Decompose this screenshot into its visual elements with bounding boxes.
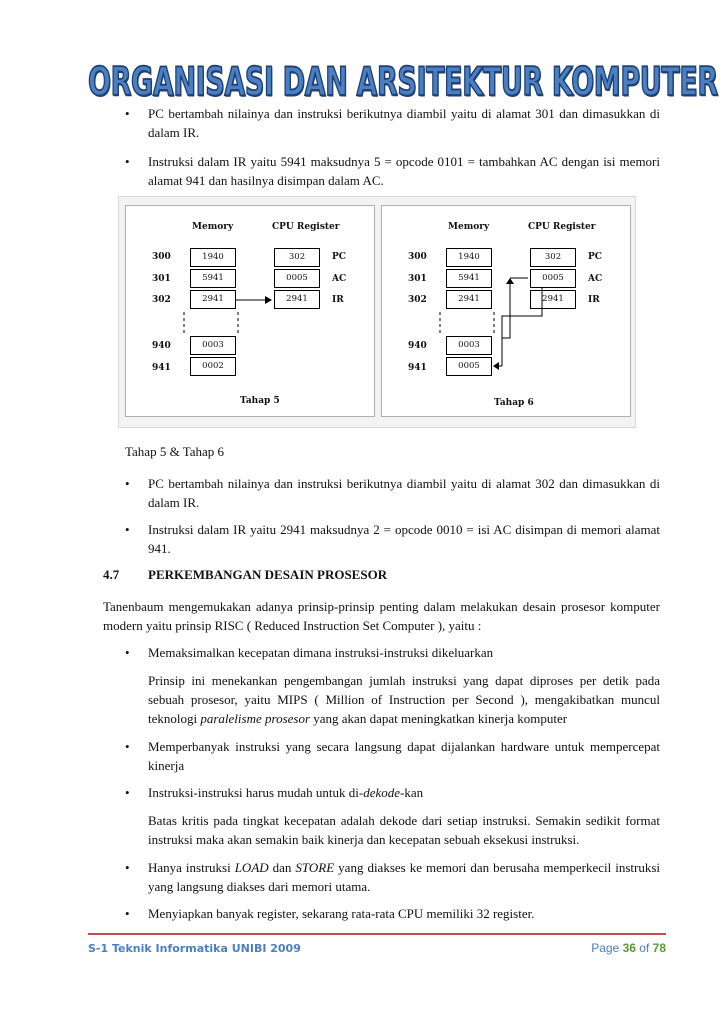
address: 301 bbox=[152, 274, 171, 284]
register-cell: 302 bbox=[274, 248, 320, 267]
bullet-dot: • bbox=[125, 860, 130, 875]
memory-cell: 2941 bbox=[446, 290, 492, 309]
principle-3: Instruksi-instruksi harus mudah untuk di-dekode-kan bbox=[148, 785, 424, 800]
figure-caption: Tahap 5 & Tahap 6 bbox=[125, 444, 225, 459]
caption-tahap-6: Tahap 6 bbox=[494, 398, 534, 408]
memory-cell: 1940 bbox=[446, 248, 492, 267]
memory-label: Memory bbox=[192, 222, 234, 232]
panel-tahap-6 bbox=[381, 205, 631, 417]
memory-cell: 0003 bbox=[446, 336, 492, 355]
principle-1-desc: Prinsip ini menekankan pengembangan jumlah instruksi yang dapat diproses per detik pada sebuah prosesor, yaitu MIPS ( Million of Instruction per Second ), mengakibatkan muncul teknologi paralelisme prosesor yang akan dapat meningkatkan kinerja komputer bbox=[148, 673, 660, 726]
bullet-top-1: PC bertambah nilainya dan instruksi berikutnya diambil yaitu di alamat 301 dan dimasukkan di dalam IR. bbox=[148, 106, 660, 140]
memory-cell: 2941 bbox=[190, 290, 236, 309]
memory-cell: 5941 bbox=[190, 269, 236, 288]
bullet-mid-1: PC bertambah nilainya dan instruksi berikutnya diambil yaitu di alamat 302 dan dimasukkan di dalam IR. bbox=[148, 476, 660, 510]
cpu-register-label: CPU Register bbox=[272, 222, 340, 232]
bullet-dot: • bbox=[125, 739, 130, 754]
page-header bbox=[88, 58, 718, 106]
figure-tahap-5-6 bbox=[118, 196, 636, 428]
address: 941 bbox=[152, 363, 171, 373]
address: 300 bbox=[152, 252, 171, 262]
register-cell: 302 bbox=[530, 248, 576, 267]
intro-paragraph: Tanenbaum mengemukakan adanya prinsip-prinsip penting dalam melakukan desain prosesor komputer modern yaitu prinsip RISC ( Reduced Instruction Set Computer ), yaitu : bbox=[103, 599, 660, 633]
page-number: Page 36 of 78 bbox=[591, 941, 666, 955]
bullet-dot: • bbox=[125, 785, 130, 800]
principle-1: Memaksimalkan kecepatan dimana instruksi-instruksi dikeluarkan bbox=[148, 645, 494, 660]
memory-label: Memory bbox=[448, 222, 490, 232]
arrow-lines bbox=[126, 206, 374, 416]
header-title: ORGANISASI DAN ARSITEKTUR KOMPUTER bbox=[88, 58, 718, 105]
address: 940 bbox=[152, 341, 171, 351]
register-name: AC bbox=[332, 274, 347, 284]
address: 301 bbox=[408, 274, 427, 284]
footer-divider bbox=[88, 933, 666, 935]
arrow-lines bbox=[382, 206, 630, 416]
address: 941 bbox=[408, 363, 427, 373]
memory-cell: 0003 bbox=[190, 336, 236, 355]
bullet-dot: • bbox=[125, 906, 130, 921]
register-cell: 2941 bbox=[274, 290, 320, 309]
caption-tahap-5: Tahap 5 bbox=[240, 396, 280, 406]
memory-cell: 0002 bbox=[190, 357, 236, 376]
bullet-dot: • bbox=[125, 154, 130, 169]
bullet-dot: • bbox=[125, 645, 130, 660]
address: 940 bbox=[408, 341, 427, 351]
bullet-dot: • bbox=[125, 106, 130, 121]
bullet-mid-2: Instruksi dalam IR yaitu 2941 maksudnya 2 = opcode 0010 = isi AC disimpan di memori alamat 941. bbox=[148, 522, 660, 556]
cpu-register-label: CPU Register bbox=[528, 222, 596, 232]
memory-cell: 5941 bbox=[446, 269, 492, 288]
principle-4: Hanya instruksi LOAD dan STORE yang diakses ke memori dan berusaha memperkecil instruksi yang langsung diakses dari memori utama. bbox=[148, 860, 660, 894]
register-cell: 0005 bbox=[274, 269, 320, 288]
panel-tahap-5 bbox=[125, 205, 375, 417]
footer-institution: S-1 Teknik Informatika UNIBI 2009 bbox=[88, 942, 301, 955]
register-name: IR bbox=[332, 295, 344, 305]
section-number: 4.7 bbox=[103, 567, 120, 582]
principle-5: Menyiapkan banyak register, sekarang rata-rata CPU memiliki 32 register. bbox=[148, 906, 535, 921]
address: 302 bbox=[152, 295, 171, 305]
address: 300 bbox=[408, 252, 427, 262]
register-name: IR bbox=[588, 295, 600, 305]
section-title: PERKEMBANGAN DESAIN PROSESOR bbox=[148, 567, 388, 582]
principle-3-desc: Batas kritis pada tingkat kecepatan adalah dekode dari setiap instruksi. Semakin sedikit format instruksi maka akan semakin baik kinerja dan kecepatan sebuah eksekusi instruksi. bbox=[148, 813, 660, 847]
bullet-dot: • bbox=[125, 476, 130, 491]
register-name: PC bbox=[332, 252, 346, 262]
memory-cell: 0005 bbox=[446, 357, 492, 376]
register-name: PC bbox=[588, 252, 602, 262]
bullet-dot: • bbox=[125, 522, 130, 537]
register-cell: 2941 bbox=[530, 290, 576, 309]
memory-cell: 1940 bbox=[190, 248, 236, 267]
address: 302 bbox=[408, 295, 427, 305]
register-cell: 0005 bbox=[530, 269, 576, 288]
register-name: AC bbox=[588, 274, 603, 284]
principle-2: Memperbanyak instruksi yang secara langsung dapat dijalankan hardware untuk mempercepat kinerja bbox=[148, 739, 660, 773]
bullet-top-2: Instruksi dalam IR yaitu 5941 maksudnya 5 = opcode 0101 = tambahkan AC dengan isi memori alamat 941 dan hasilnya disimpan dalam AC. bbox=[148, 154, 660, 188]
